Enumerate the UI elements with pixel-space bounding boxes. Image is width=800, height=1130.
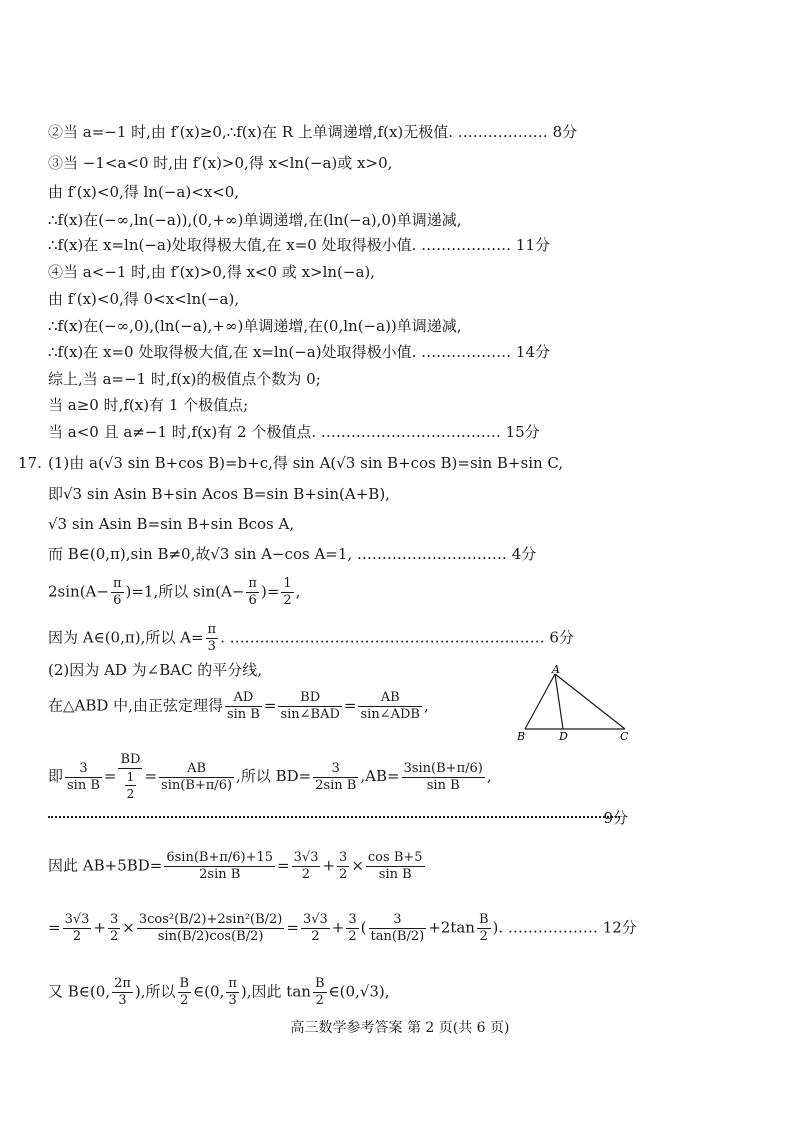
fraction: $\frac{\pi}{6}$	[248, 576, 257, 608]
fraction: $\frac{3\sin(B+\pi/6)}{\text{sin B}}$	[403, 760, 483, 793]
fraction: $\frac{BD}{\text{sin∠BAD}}$	[280, 690, 340, 722]
text: ∈(0,	[193, 982, 225, 1001]
equation-line: 在△ABD 中,由正弦定理得 $\frac{AD}{\text{sin B}}$ = $\frac{BD}{\text{sin∠BAD}}$ = $\frac{AB}{\text{sin∠ADB}}$ ,	[48, 690, 429, 722]
text-line: ∴f(x)在 x=ln(−a)处取得极大值,在 x=0 处取得极小值. ……………… 11分	[48, 236, 550, 254]
point-D: D	[559, 730, 568, 743]
fraction: $\frac{3√3}{2}$	[302, 912, 328, 944]
text: ,所以 BD=	[236, 767, 312, 785]
text-line: 由 f′(x)<0,得 ln(−a)<x<0,	[48, 183, 240, 201]
fraction: $\frac{3}{\text{sin B}}$	[67, 760, 100, 793]
fraction: $\frac{3√3}{2}$	[293, 850, 319, 882]
text: 因此 AB+5BD=	[48, 856, 163, 875]
text-line: 由 f′(x)<0,得 0<x<ln(−a),	[48, 290, 240, 308]
text: . ……………… 12分	[498, 918, 637, 937]
text-line: 综上,当 a=−1 时,f(x)的极值点个数为 0;	[48, 370, 321, 388]
fraction: $\frac{\text{cos B+5}}{\text{sin B}}$	[367, 850, 423, 882]
text: ∈(0,√3),	[328, 982, 390, 1001]
text: )=	[260, 582, 280, 601]
fraction: $\frac{\pi}{3}$	[207, 622, 217, 654]
fraction: $\frac{3√3}{2}$	[64, 912, 90, 944]
fraction: $\frac{3}{\tan(B/2)}$	[370, 912, 425, 944]
text-line: √3 sin Asin B=sin B+sin Bcos A,	[48, 515, 295, 533]
text-line: 即√3 sin Asin B+sin Acos B=sin B+sin(A+B),	[48, 485, 390, 503]
dot-leader	[48, 816, 620, 818]
text: ,AB=	[360, 767, 400, 785]
score: 9分	[603, 809, 628, 827]
text: 即	[48, 767, 64, 785]
fraction: $\frac{1}{2}$	[283, 576, 292, 608]
text-line: 当 a<0 且 a≠−1 时,f(x)有 2 个极值点. ……………………………… 15分	[48, 423, 540, 441]
equation-line	[48, 976, 628, 1009]
side-AB	[525, 674, 555, 729]
equation-line	[48, 622, 628, 655]
text: ),因此 tan	[240, 982, 311, 1001]
text-line: ④当 a<−1 时,由 f′(x)>0,得 x<0 或 x>ln(−a),	[48, 263, 376, 281]
equation-line: 因此 AB+5BD= $\frac{6\sin(B+\pi/6)+15}{\text{2sin B}}$ = $\frac{3√3}{2}$ + $\frac{3}{2}$ × $\frac{\text{cos B+5}}{\text{sin B}}$	[48, 850, 423, 882]
text: ,	[295, 582, 301, 601]
nested-fraction: $\frac{1}{2}$	[126, 770, 135, 801]
fraction: $\frac{\pi}{6}$	[112, 576, 122, 608]
equation-line: = $\frac{3√3}{2}$ + $\frac{3}{2}$ × $\frac{\text{3cos²(B/2)+2sin²(B/2)}}{\sin(B/2)\cos(B/2)}$ = $\frac{3√3}{2}$ + $\frac{3}{2}$ ( $\frac{3}{\tan(B/2)}$ +2tan $\frac{B}{2}$ ). ……………… 12分	[48, 912, 637, 944]
fraction: $\frac{AD}{\text{sin B}}$	[226, 690, 260, 722]
fraction: $\frac{3}{2}$	[348, 912, 357, 944]
text: ,	[486, 767, 492, 785]
text: 在△ABD 中,由正弦定理得	[48, 696, 223, 715]
fraction: $\frac{2\pi}{3}$	[114, 976, 131, 1008]
fraction: $\frac{\pi}{3}$	[228, 976, 237, 1008]
vertex-B: B	[517, 730, 526, 743]
text: 2sin(A−	[48, 582, 109, 601]
equation-line	[48, 576, 628, 609]
fraction: $\frac{3}{2}$	[109, 912, 119, 944]
fraction: $\frac{3}{\text{2sin B}}$	[315, 760, 357, 793]
fraction: $\frac{B}{2}$	[179, 976, 190, 1008]
text-line: ∴f(x)在(−∞,0),(ln(−a),+∞)单调递增,在(0,ln(−a))单调递减,	[48, 317, 462, 335]
vertex-A: A	[552, 664, 560, 676]
text: 因为 A∈(0,π),所以 A=	[48, 628, 204, 647]
page-footer: 高三数学参考答案 第 2 页(共 6 页)	[290, 1020, 510, 1036]
side-AC	[555, 674, 625, 729]
text-line: (2)因为 AD 为∠BAC 的平分线,	[48, 661, 263, 679]
text-line: ②当 a=−1 时,由 f′(x)≥0,∴f(x)在 R 上单调递增,f(x)无极值. ……………… 8分	[48, 123, 578, 141]
text-line: (1)由 a(√3 sin B+cos B)=b+c,得 sin A(√3 sin B+cos B)=sin B+sin C,	[48, 454, 564, 472]
text: )=1,所以 sin(A−	[125, 582, 245, 601]
text: +2tan	[428, 918, 475, 937]
fraction: $\frac{AB}{\sin(B+\pi/6)}$	[161, 760, 233, 793]
text: ),所以	[134, 982, 176, 1001]
text-line: ∴f(x)在 x=0 处取得极大值,在 x=ln(−a)处取得极小值. ……………… 14分	[48, 343, 550, 361]
triangle-diagram	[515, 664, 635, 744]
text: 又 B∈(0,	[48, 982, 111, 1001]
text-line: ③当 −1<a<0 时,由 f′(x)>0,得 x<ln(−a)或 x>0,	[48, 154, 393, 172]
equation-line: 即 $\frac{3}{\text{sin B}}$ = $\frac{BD}{\frac{1}{2}}$ = $\frac{AB}{\sin(B+\pi/6)}$ ,所以 BD= $\frac{3}{\text{2sin B}}$ ,AB= $\frac{3\sin(B+\pi/6)}{\text{sin B}}$ ,	[48, 752, 492, 801]
question-number: 17.	[18, 454, 42, 472]
fraction: $\frac{6\sin(B+\pi/6)+15}{\text{2sin B}}$	[166, 850, 274, 882]
bisector-AD	[555, 674, 563, 729]
text-line: ∴f(x)在(−∞,ln(−a)),(0,+∞)单调递增,在(ln(−a),0)单调递减,	[48, 211, 462, 229]
text-line: 当 a≥0 时,f(x)有 1 个极值点;	[48, 396, 249, 414]
text-line: 而 B∈(0,π),sin B≠0,故√3 sin A−cos A=1, ………………………… 4分	[48, 545, 537, 563]
fraction: $\frac{AB}{\text{sin∠ADB}}$	[360, 690, 420, 722]
fraction: $\frac{BD}{\frac{1}{2}}$	[120, 752, 141, 801]
fraction: $\frac{3}{2}$	[339, 850, 348, 882]
vertex-C: C	[620, 730, 629, 743]
text: . ……………………………………………………… 6分	[220, 628, 574, 647]
fraction: $\frac{\text{3cos²(B/2)+2sin²(B/2)}}{\sin(B/2)\cos(B/2)}$	[138, 912, 283, 944]
fraction: $\frac{B}{2}$	[478, 912, 489, 944]
fraction: $\frac{B}{2}$	[314, 976, 325, 1008]
